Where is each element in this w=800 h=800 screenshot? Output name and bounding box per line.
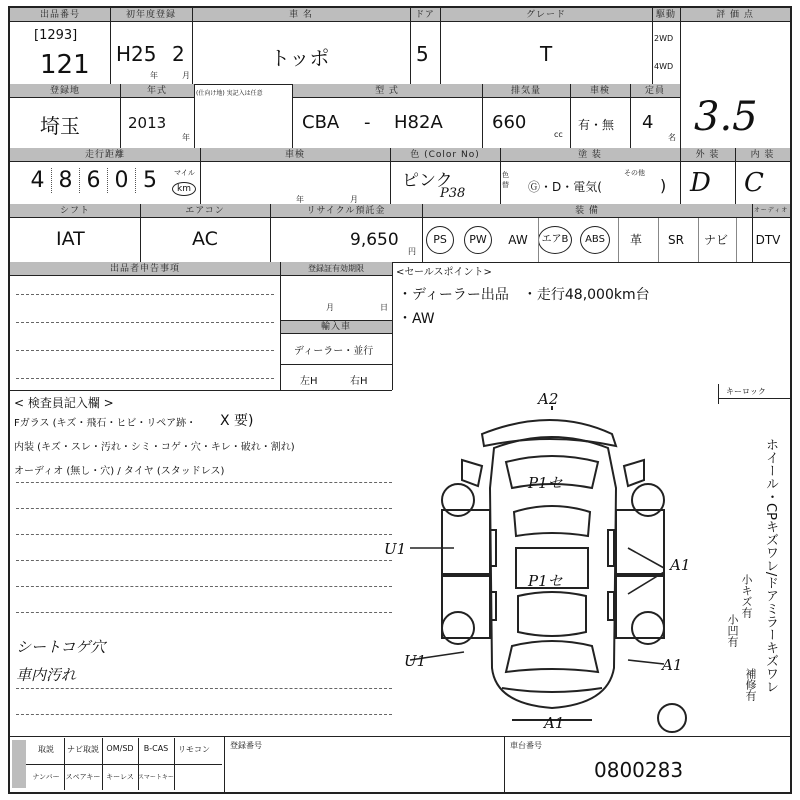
- footer-cell-manual: 取説: [38, 745, 54, 754]
- reg-expiry-header: 登録証有効期限: [280, 262, 392, 276]
- paint-other: その他: [624, 169, 645, 177]
- footer-cell-remote: リモコン: [178, 745, 210, 754]
- chassis-label: 車台番号: [510, 741, 542, 750]
- key-lock-label: キーロック: [726, 387, 766, 396]
- sales-point-2: ・AW: [398, 311, 435, 327]
- footer-cell-smart-key: スマートキー: [138, 774, 174, 781]
- door-count: 5: [416, 42, 429, 66]
- inspector-glass-need: X 要): [220, 413, 254, 429]
- side-small-scratch: 小キズ有: [740, 574, 753, 618]
- month-unit: 月: [182, 71, 190, 80]
- lot-sub-number: [1293]: [34, 28, 78, 43]
- model-year-header: 年式: [120, 84, 194, 98]
- grade-header: グレード: [440, 8, 652, 22]
- mileage-digit: 4: [24, 168, 52, 193]
- shift-header: シフト: [10, 204, 140, 218]
- score: 3.5: [694, 94, 758, 140]
- recycle-unit: 円: [408, 247, 416, 256]
- year-unit: 年: [150, 71, 158, 80]
- footer-cell-bcas: B-CAS: [143, 744, 169, 753]
- damage-label-bottom: A1: [544, 714, 565, 732]
- exterior-header: 外 装: [680, 148, 735, 162]
- equip-pw: PW: [464, 226, 492, 254]
- side-small-dent: 小凹有: [726, 614, 739, 647]
- door-header: ドア: [410, 8, 440, 22]
- shift: IAT: [56, 228, 85, 250]
- equip-navi: ナビ: [703, 233, 728, 247]
- footer-cells: [10, 738, 224, 790]
- footer-cell-keyless: キーレス: [106, 773, 134, 781]
- reg-month: 2: [172, 42, 185, 66]
- inspector-title: < 検査員記入欄 >: [14, 396, 114, 410]
- displacement-header: 排気量: [482, 84, 570, 98]
- equip-leather: 革: [629, 233, 642, 247]
- mile-unit: マイル: [174, 169, 195, 177]
- grade: T: [540, 42, 553, 66]
- recycle-fee: 9,650: [350, 230, 399, 250]
- paint-close: ): [660, 176, 667, 195]
- displacement-unit: cc: [554, 130, 563, 139]
- displacement: 660: [492, 112, 527, 133]
- equip-airbag: エアB: [538, 226, 572, 254]
- damage-label-right-front: A1: [670, 556, 691, 574]
- equip-sunroof: SR: [668, 233, 684, 247]
- mileage-digit: 8: [52, 168, 80, 193]
- type-code: H82A: [394, 112, 443, 133]
- paint-options: Ⓖ・D・電気(: [528, 180, 602, 194]
- km-unit: km: [172, 182, 196, 196]
- equip-abs: ABS: [580, 226, 610, 254]
- inspector-interior: 内装 (キズ・スレ・汚れ・シミ・コゲ・穴・キレ・破れ・割れ): [14, 442, 295, 453]
- interior-grade: C: [744, 168, 764, 198]
- row-1: [10, 8, 790, 84]
- mileage-digit: 5: [143, 168, 157, 193]
- footer-cell-plate: ナンバー: [32, 773, 60, 781]
- capacity: 4: [642, 112, 654, 133]
- equip-header: 装 備: [422, 204, 752, 218]
- footer-cell-spare-key: スペアキー: [65, 773, 101, 781]
- reg-month-unit: 月: [326, 303, 334, 312]
- notes-header: 出品者申告事項: [10, 262, 280, 276]
- footer-cell-navi-manual: ナビ取説: [67, 745, 99, 754]
- inspector-glass: Fガラス (キズ・飛石・ヒビ・リペア跡・: [14, 418, 197, 429]
- color: ピンク: [402, 171, 453, 191]
- import-header: 輸入車: [280, 320, 392, 334]
- color-number: P38: [440, 186, 466, 201]
- aircon: AC: [192, 228, 218, 250]
- chassis-number: 0800283: [594, 758, 684, 782]
- mileage-header: 走行距離: [10, 148, 200, 162]
- inspect-expiry-header: 車検: [200, 148, 390, 162]
- car-name: トッポ: [270, 46, 330, 70]
- damage-label-left-front: U1: [384, 540, 407, 558]
- damage-label-roof: P1セ: [528, 474, 563, 492]
- drive-header: 駆動: [652, 8, 680, 22]
- damage-label-right-rear: A1: [662, 656, 683, 674]
- type-prefix: CBA: [302, 112, 340, 133]
- inspector-audio: オーディオ (無し・穴) / タイヤ (スタッドレス): [14, 466, 225, 477]
- mileage-digits: [24, 168, 164, 193]
- hand-note-dirty: 車内汚れ: [16, 666, 77, 684]
- aircon-header: エアコン: [140, 204, 270, 218]
- mileage-digit: 6: [80, 168, 108, 193]
- handle-right: 右H: [350, 376, 368, 387]
- model-year: 2013: [128, 114, 167, 132]
- drive-2wd: 2WD: [654, 34, 674, 43]
- lot-number: 121: [40, 50, 90, 80]
- region: 埼玉: [40, 114, 80, 138]
- inspection-sheet: [8, 6, 792, 794]
- hand-note-seat: シートコゲ穴: [16, 638, 106, 656]
- reg-era: H25: [116, 42, 157, 66]
- model-year-unit: 年: [182, 133, 190, 142]
- inspect-year-unit: 年: [296, 195, 304, 204]
- inspect-month-unit: 月: [350, 195, 358, 204]
- equip-dtv: DTV: [755, 233, 781, 247]
- reg-day-unit: 日: [380, 303, 388, 312]
- model-year-note: (仕向け地) 実記入は任意: [196, 90, 263, 97]
- interior-header: 内 装: [735, 148, 790, 162]
- dealer-option: ディーラー・並行: [294, 346, 374, 357]
- exterior-grade: D: [690, 168, 711, 198]
- footer-cell-om-sd: OM/SD: [106, 744, 134, 753]
- recycle-header: リサイクル預託金: [270, 204, 422, 218]
- type-dash: -: [364, 112, 371, 133]
- paint-header: 塗 装: [500, 148, 680, 162]
- sales-point-1: ・ディーラー出品 ・走行48,000km台: [398, 287, 650, 303]
- handle-left: 左H: [300, 376, 318, 387]
- inspection-header: 車検: [570, 84, 630, 98]
- region-header: 登録地: [10, 84, 120, 98]
- equip-aw: AW: [508, 233, 528, 247]
- side-text: ホイール・CPキズワレ/ドアミラーキズワレ: [763, 438, 778, 694]
- type-header: 型 式: [292, 84, 482, 98]
- reg-number-label: 登録番号: [230, 741, 262, 750]
- year-header: 初年度登録: [110, 8, 192, 22]
- capacity-header: 定員: [630, 84, 680, 98]
- drive-4wd: 4WD: [654, 62, 674, 71]
- damage-label-left-rear: U1: [404, 652, 427, 670]
- damage-label-top: A2: [538, 390, 559, 408]
- capacity-unit: 名: [668, 133, 676, 142]
- inspection-option: 有・無: [578, 118, 615, 132]
- lot-header: 出品番号: [10, 8, 110, 22]
- color-change: 色替: [502, 171, 509, 189]
- audio-header: オーディオ: [752, 204, 790, 218]
- equip-ps: PS: [426, 226, 454, 254]
- name-header: 車 名: [192, 8, 410, 22]
- damage-label-body: P1セ: [528, 572, 563, 590]
- score-header: 評 価 点: [680, 8, 790, 22]
- sales-point-label: <セールスポイント>: [396, 267, 492, 278]
- color-header: 色 (Color No): [390, 148, 500, 162]
- side-small-repair: 補修有: [744, 668, 757, 701]
- mileage-digit: 0: [108, 168, 136, 193]
